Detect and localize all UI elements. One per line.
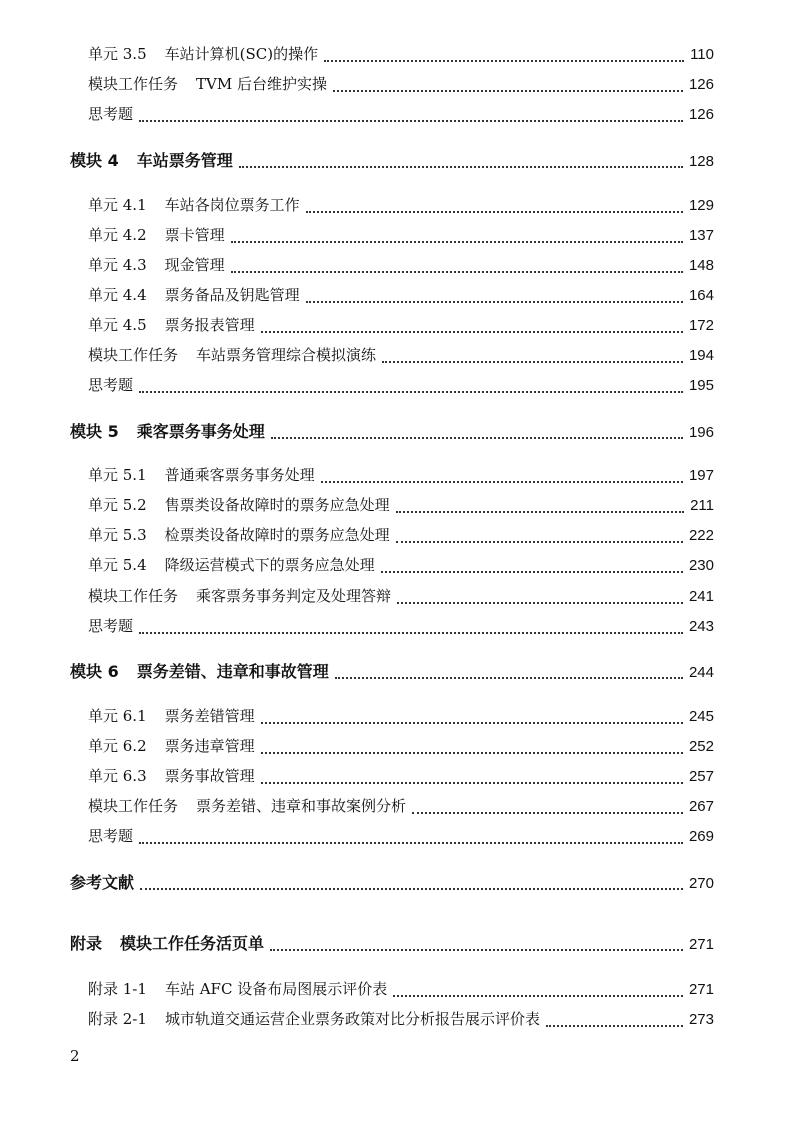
toc-entry-number: 单元 5.3 bbox=[88, 526, 147, 544]
toc-section-entry[interactable] bbox=[88, 799, 714, 821]
toc-section-entry[interactable] bbox=[88, 829, 714, 851]
toc-entry-label bbox=[88, 288, 300, 303]
toc-section-entry[interactable] bbox=[88, 619, 714, 641]
toc-entry-label bbox=[88, 799, 406, 814]
toc-entry-title: 票务事故管理 bbox=[164, 767, 255, 785]
dot-leader bbox=[412, 812, 683, 814]
toc-entry-label bbox=[88, 77, 327, 92]
dot-leader bbox=[396, 511, 684, 513]
toc-section-entry[interactable] bbox=[88, 739, 714, 761]
toc-entry-label bbox=[88, 228, 225, 243]
toc-entry-label bbox=[88, 558, 375, 573]
toc-section-entry[interactable] bbox=[88, 468, 714, 490]
toc-entry-number: 单元 4.2 bbox=[88, 226, 147, 244]
toc-entry-number: 附录 2-1 bbox=[88, 1010, 147, 1028]
toc-page-number: 195 bbox=[688, 377, 714, 394]
toc-page-number: 245 bbox=[688, 708, 714, 725]
toc-entry-label bbox=[88, 528, 390, 543]
toc-entry-label bbox=[88, 258, 225, 273]
dot-leader bbox=[261, 782, 683, 784]
toc-page-number: 197 bbox=[688, 467, 714, 484]
toc-section-entry[interactable] bbox=[88, 528, 714, 550]
toc-section-entry[interactable] bbox=[88, 348, 714, 370]
toc-entry-number: 单元 4.3 bbox=[88, 256, 147, 274]
dot-leader bbox=[324, 60, 684, 62]
toc-entry-label bbox=[88, 107, 133, 122]
toc-entry-title: 车站计算机(SC)的操作 bbox=[164, 45, 319, 63]
toc-chapter-entry[interactable] bbox=[70, 875, 714, 897]
toc-page-number: 222 bbox=[688, 527, 714, 544]
toc-entry-number: 附录 1-1 bbox=[88, 980, 147, 998]
toc-entry-title: 降级运营模式下的票务应急处理 bbox=[164, 556, 375, 574]
toc-entry-title: 现金管理 bbox=[164, 256, 225, 274]
toc-entry-title: 票卡管理 bbox=[164, 226, 225, 244]
toc-entry-title: 思考题 bbox=[88, 827, 134, 845]
toc-entry-title: 模块工作任务活页单 bbox=[120, 934, 265, 953]
toc-entry-number: 单元 6.2 bbox=[88, 737, 147, 755]
toc-entry-label bbox=[88, 318, 255, 333]
toc-entry-title: 思考题 bbox=[88, 617, 134, 635]
toc-chapter-entry[interactable] bbox=[70, 936, 714, 958]
toc-section-entry[interactable] bbox=[88, 198, 714, 220]
dot-leader bbox=[333, 90, 683, 92]
toc-entry-number: 单元 4.5 bbox=[88, 316, 147, 334]
dot-leader bbox=[321, 481, 683, 483]
toc-entry-title: 思考题 bbox=[88, 376, 134, 394]
toc-entry-title: 车站票务管理综合模拟演练 bbox=[196, 346, 377, 364]
toc-section-entry[interactable] bbox=[88, 258, 714, 280]
toc-section-entry[interactable] bbox=[88, 378, 714, 400]
toc-chapter-entry[interactable] bbox=[70, 424, 714, 446]
toc-entry-number: 单元 4.4 bbox=[88, 286, 147, 304]
toc-entry-title: 乘客票务事务判定及处理答辩 bbox=[196, 587, 392, 605]
toc-page-number: 126 bbox=[688, 106, 714, 123]
toc-entry-label bbox=[70, 936, 264, 952]
toc-page-number: 252 bbox=[688, 738, 714, 755]
toc-entry-label bbox=[88, 619, 133, 634]
toc-entry-number: 单元 3.5 bbox=[88, 45, 147, 63]
dot-leader bbox=[231, 271, 683, 273]
toc-entry-number: 单元 5.2 bbox=[88, 496, 147, 514]
toc-entry-label bbox=[88, 1012, 540, 1027]
toc-entry-number: 单元 5.4 bbox=[88, 556, 147, 574]
toc-entry-number: 模块工作任务 bbox=[88, 797, 179, 815]
toc-section-entry[interactable] bbox=[88, 498, 714, 520]
toc-entry-number: 模块 6 bbox=[70, 662, 119, 681]
toc-entry-label bbox=[70, 153, 233, 169]
toc-entry-number: 模块工作任务 bbox=[88, 75, 179, 93]
toc-entry-label bbox=[70, 664, 329, 680]
dot-leader bbox=[139, 632, 683, 634]
toc-entry-title: 票务差错、违章和事故案例分析 bbox=[196, 797, 407, 815]
toc-entry-label bbox=[88, 348, 376, 363]
dot-leader bbox=[139, 842, 683, 844]
toc-entry-title: 票务报表管理 bbox=[164, 316, 255, 334]
dot-leader bbox=[306, 211, 683, 213]
dot-leader bbox=[261, 722, 683, 724]
toc-entry-number: 单元 4.1 bbox=[88, 196, 147, 214]
toc-entry-label bbox=[88, 982, 387, 997]
toc-entry-title: 普通乘客票务事务处理 bbox=[164, 466, 315, 484]
toc-entry-title: 票务差错、违章和事故管理 bbox=[136, 662, 329, 681]
toc-page-number: 269 bbox=[688, 828, 714, 845]
toc-page-number: 129 bbox=[688, 197, 714, 214]
toc-section-entry[interactable] bbox=[88, 982, 714, 1004]
toc-page-number: 194 bbox=[688, 347, 714, 364]
toc-entry-label bbox=[88, 468, 315, 483]
toc-entry-label bbox=[88, 709, 255, 724]
dot-leader bbox=[382, 361, 683, 363]
toc-page-number: 164 bbox=[688, 287, 714, 304]
toc-entry-number: 模块 5 bbox=[70, 422, 119, 441]
toc-entry-label bbox=[88, 498, 390, 513]
toc-chapter-entry[interactable] bbox=[70, 153, 714, 175]
toc-entry-title: 车站 AFC 设备布局图展示评价表 bbox=[164, 980, 388, 998]
toc-page-number: 172 bbox=[688, 317, 714, 334]
toc-entry-title: 城市轨道交通运营企业票务政策对比分析报告展示评价表 bbox=[164, 1010, 540, 1028]
toc-entry-label bbox=[88, 589, 391, 604]
dot-leader bbox=[396, 541, 683, 543]
toc-entry-title: 票务差错管理 bbox=[164, 707, 255, 725]
dot-leader bbox=[393, 995, 683, 997]
dot-leader bbox=[261, 752, 683, 754]
toc-section-entry[interactable] bbox=[88, 288, 714, 310]
toc-page-number: 211 bbox=[690, 497, 714, 514]
dot-leader bbox=[140, 888, 683, 890]
toc-entry-label bbox=[88, 769, 255, 784]
toc-page-number: 257 bbox=[688, 768, 714, 785]
toc-entry-title: 车站各岗位票务工作 bbox=[164, 196, 300, 214]
toc-entry-number: 附录 bbox=[70, 934, 103, 953]
toc-section-entry[interactable] bbox=[88, 77, 714, 99]
toc-entry-number: 模块 4 bbox=[70, 151, 119, 170]
toc-page-number: 110 bbox=[690, 46, 714, 63]
toc-section-entry[interactable] bbox=[88, 228, 714, 250]
toc-section-entry[interactable] bbox=[88, 318, 714, 340]
toc-entry-number: 单元 5.1 bbox=[88, 466, 147, 484]
toc-page-number: 241 bbox=[688, 588, 714, 605]
dot-leader bbox=[261, 331, 683, 333]
dot-leader bbox=[397, 602, 683, 604]
toc-entry-label bbox=[70, 875, 134, 891]
dot-leader bbox=[381, 571, 683, 573]
toc-entry-title: TVM 后台维护实操 bbox=[196, 75, 327, 93]
toc-page-number: 196 bbox=[688, 424, 714, 441]
toc-entry-title: 思考题 bbox=[88, 105, 134, 123]
dot-leader bbox=[239, 166, 683, 168]
toc-entry-label bbox=[88, 739, 255, 754]
dot-leader bbox=[270, 949, 683, 951]
toc-page-number: 148 bbox=[688, 257, 714, 274]
dot-leader bbox=[306, 301, 683, 303]
toc-section-entry[interactable] bbox=[88, 709, 714, 731]
toc-section-entry[interactable] bbox=[88, 1012, 714, 1034]
dot-leader bbox=[231, 241, 683, 243]
toc-entry-title: 乘客票务事务处理 bbox=[136, 422, 265, 441]
toc-page-number: 230 bbox=[688, 557, 714, 574]
toc-page-number: 270 bbox=[688, 875, 714, 892]
toc-page-number: 243 bbox=[688, 618, 714, 635]
toc-entry-number: 单元 6.3 bbox=[88, 767, 147, 785]
toc-entry-title: 售票类设备故障时的票务应急处理 bbox=[164, 496, 390, 514]
toc-entry-label bbox=[88, 47, 318, 62]
toc-entry-title: 检票类设备故障时的票务应急处理 bbox=[164, 526, 390, 544]
toc-entry-title: 票务违章管理 bbox=[164, 737, 255, 755]
dot-leader bbox=[139, 120, 683, 122]
toc-section-entry[interactable] bbox=[88, 47, 714, 69]
toc-entry-label bbox=[88, 378, 133, 393]
toc-page-number: 126 bbox=[688, 76, 714, 93]
toc-page-number: 271 bbox=[688, 936, 714, 953]
toc-entry-number: 模块工作任务 bbox=[88, 587, 179, 605]
toc-chapter-entry[interactable] bbox=[70, 664, 714, 686]
dot-leader bbox=[546, 1025, 683, 1027]
toc-section-entry[interactable] bbox=[88, 589, 714, 611]
page-number: 2 bbox=[70, 1047, 80, 1065]
dot-leader bbox=[335, 677, 683, 679]
toc-entry-title: 车站票务管理 bbox=[136, 151, 233, 170]
toc-entry-number: 单元 6.1 bbox=[88, 707, 147, 725]
dot-leader bbox=[271, 437, 683, 439]
toc-section-entry[interactable] bbox=[88, 558, 714, 580]
toc-entry-title: 参考文献 bbox=[70, 873, 135, 892]
dot-leader bbox=[139, 391, 683, 393]
toc-section-entry[interactable] bbox=[88, 107, 714, 129]
toc-entry-label bbox=[88, 829, 133, 844]
toc-page-number: 137 bbox=[688, 227, 714, 244]
toc-section-entry[interactable] bbox=[88, 769, 714, 791]
toc-entry-label bbox=[70, 424, 265, 440]
toc-page-number: 128 bbox=[688, 153, 714, 170]
toc-page-number: 271 bbox=[688, 981, 714, 998]
toc-entry-number: 模块工作任务 bbox=[88, 346, 179, 364]
toc-entry-label bbox=[88, 198, 300, 213]
toc-page-number: 273 bbox=[688, 1011, 714, 1028]
toc-entry-title: 票务备品及钥匙管理 bbox=[164, 286, 300, 304]
toc-page-number: 244 bbox=[688, 664, 714, 681]
toc-page-number: 267 bbox=[688, 798, 714, 815]
